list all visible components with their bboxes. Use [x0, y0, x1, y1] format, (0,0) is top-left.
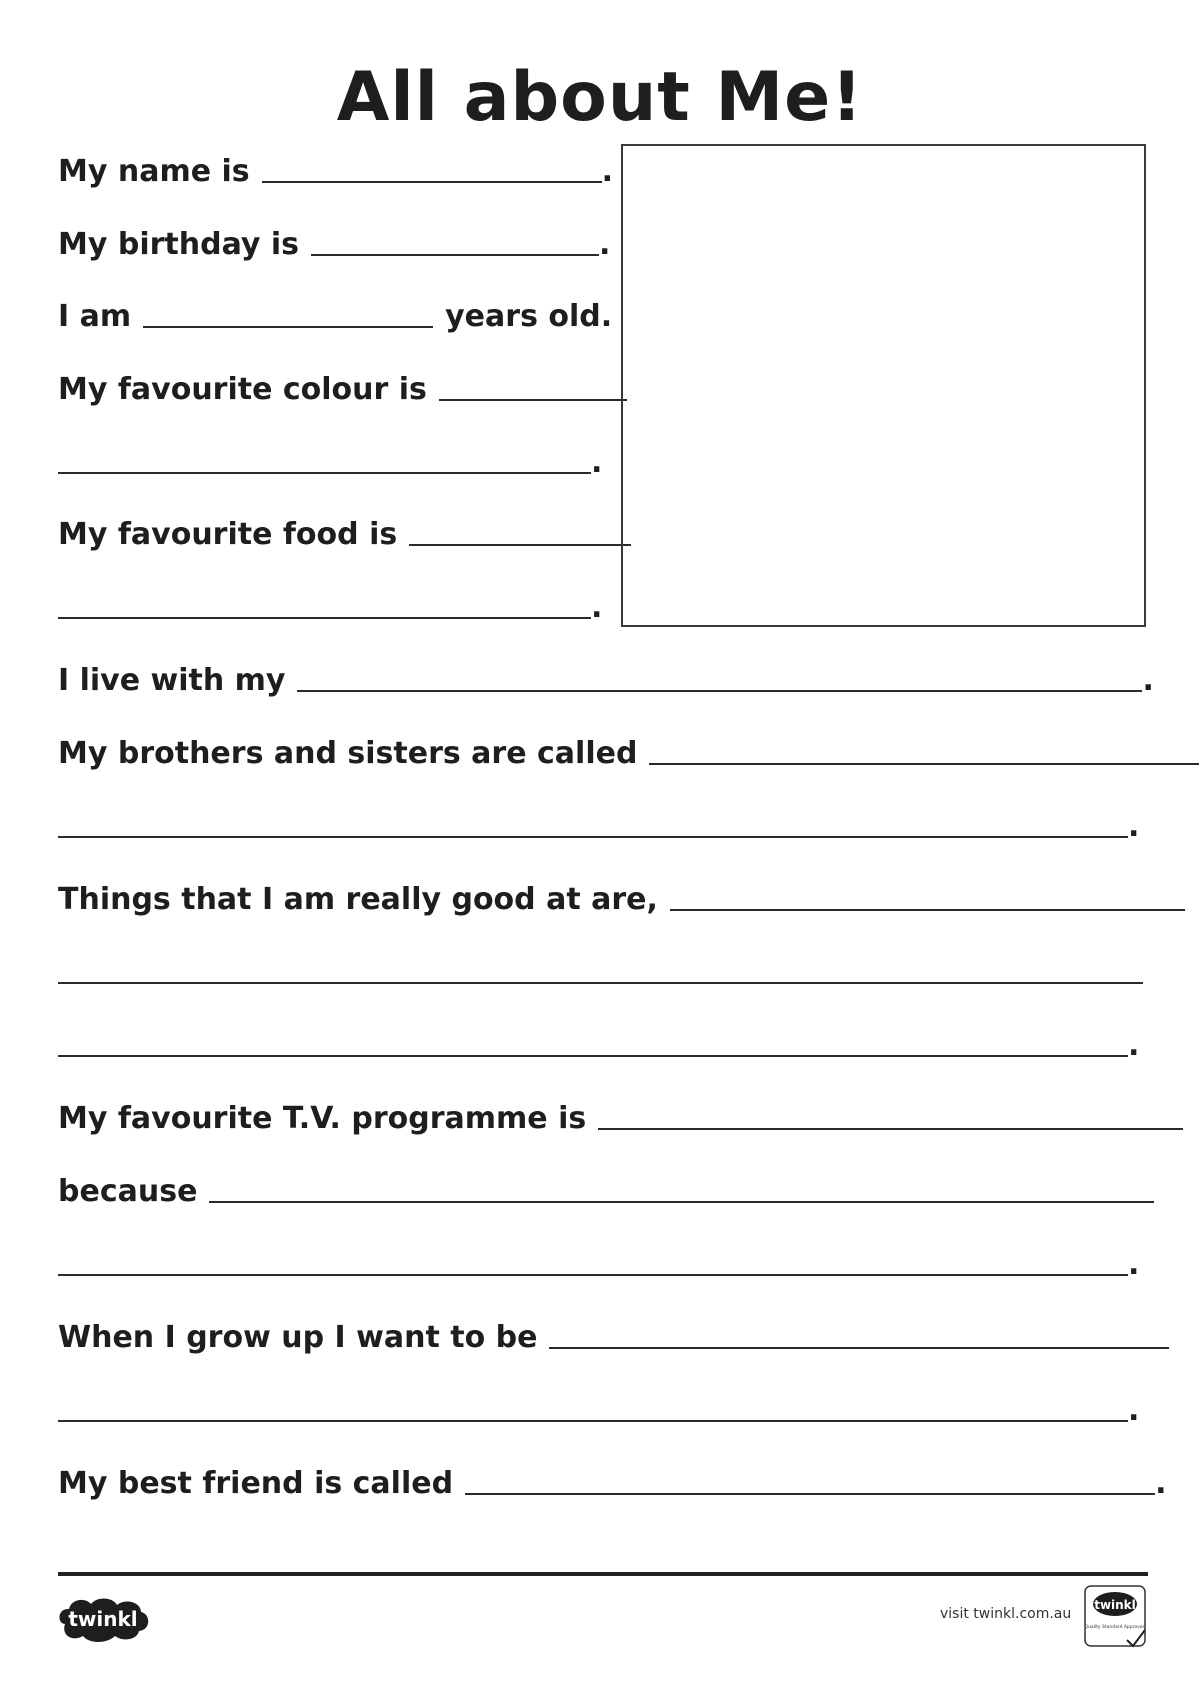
- live-line: [58, 654, 1154, 702]
- age-label: I am: [58, 299, 132, 334]
- footer-divider: [58, 1572, 1148, 1576]
- because-blank-2[interactable]: [58, 1274, 1128, 1276]
- good-at-label: Things that I am really good at are,: [58, 882, 658, 917]
- visit-link[interactable]: visit twinkl.com.au: [940, 1606, 1072, 1622]
- colour-label: My favourite colour is: [58, 372, 427, 407]
- period: .: [1155, 1466, 1167, 1501]
- period: .: [599, 227, 611, 262]
- colour-blank-2[interactable]: [58, 472, 591, 474]
- name-label: My name is: [58, 154, 250, 189]
- because-blank[interactable]: [209, 1201, 1154, 1203]
- friend-label: My best friend is called: [58, 1466, 454, 1501]
- siblings-blank[interactable]: [649, 763, 1199, 765]
- good-at-blank-2[interactable]: [58, 982, 1143, 984]
- good-at-line: [58, 873, 1185, 921]
- siblings-line-2: [58, 800, 1139, 848]
- friend-blank[interactable]: [465, 1493, 1155, 1495]
- because-line-2: [58, 1238, 1139, 1286]
- live-blank[interactable]: [297, 690, 1142, 692]
- period: .: [1128, 809, 1140, 844]
- period: .: [601, 154, 614, 189]
- name-blank[interactable]: [262, 181, 602, 183]
- period: .: [1128, 1247, 1140, 1282]
- tv-label: My favourite T.V. programme is: [58, 1101, 587, 1136]
- grow-up-blank-2[interactable]: [58, 1420, 1128, 1422]
- because-label: because: [58, 1174, 198, 1209]
- grow-up-blank[interactable]: [549, 1347, 1169, 1349]
- twinkl-logo-text: twinkl: [68, 1607, 138, 1631]
- age-line: [58, 290, 612, 338]
- colour-line-2: [58, 436, 602, 484]
- birthday-label: My birthday is: [58, 227, 300, 262]
- birthday-line: [58, 218, 610, 266]
- badge-logo-text: twinkl: [1094, 1598, 1136, 1612]
- twinkl-logo: [55, 1594, 153, 1644]
- good-at-blank[interactable]: [670, 909, 1185, 911]
- period: .: [1142, 663, 1154, 698]
- badge-subtext: Quality Standard Approved: [1084, 1625, 1146, 1630]
- live-label: I live with my: [58, 663, 286, 698]
- because-line: [58, 1165, 1154, 1213]
- page-title: All about Me!: [336, 58, 864, 137]
- tv-line: [58, 1092, 1183, 1140]
- age-blank[interactable]: [143, 326, 433, 328]
- grow-up-line-2: [58, 1384, 1139, 1432]
- food-line: [58, 508, 631, 556]
- grow-up-label: When I grow up I want to be: [58, 1320, 538, 1355]
- good-at-blank-3[interactable]: [58, 1055, 1128, 1057]
- friend-line: [58, 1457, 1166, 1505]
- grow-up-line: [58, 1311, 1169, 1359]
- period: .: [1128, 1028, 1140, 1063]
- food-line-2: [58, 581, 602, 629]
- siblings-label: My brothers and sisters are called: [58, 736, 638, 771]
- good-at-line-3: [58, 1019, 1139, 1067]
- siblings-blank-2[interactable]: [58, 836, 1128, 838]
- period: .: [591, 590, 603, 625]
- good-at-line-2: [58, 946, 1143, 994]
- period: .: [1128, 1393, 1140, 1428]
- food-blank[interactable]: [409, 544, 631, 546]
- quality-badge: [1083, 1584, 1149, 1650]
- age-suffix: years old.: [445, 299, 613, 334]
- food-blank-2[interactable]: [58, 617, 591, 619]
- period: .: [591, 445, 603, 480]
- birthday-blank[interactable]: [311, 254, 599, 256]
- food-label: My favourite food is: [58, 517, 398, 552]
- siblings-line: [58, 727, 1199, 775]
- colour-line: [58, 363, 627, 411]
- tv-blank[interactable]: [598, 1128, 1183, 1130]
- name-line: [58, 145, 613, 193]
- colour-blank[interactable]: [439, 399, 627, 401]
- photo-box[interactable]: [621, 144, 1146, 627]
